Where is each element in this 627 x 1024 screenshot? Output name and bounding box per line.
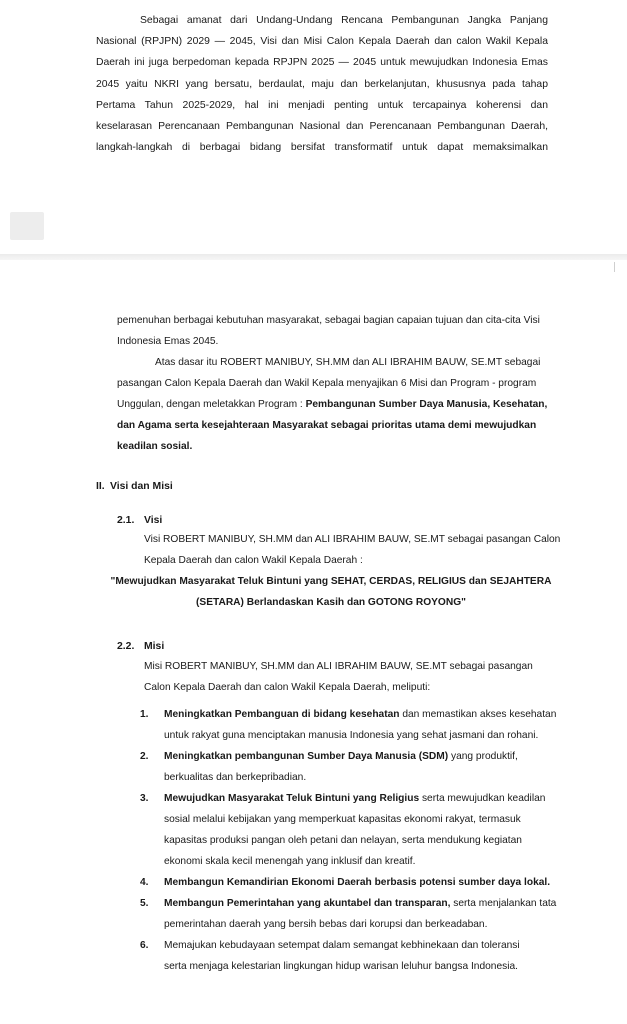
item-bold: Meningkatkan Pembanguan di bidang kesehatan (164, 709, 400, 720)
list-number: 1. (140, 709, 149, 720)
item-text: serta mewujudkan keadilan (419, 793, 546, 804)
visi-line: Kepala Daerah dan calon Wakil Kepala Daerah : (144, 555, 363, 566)
misi-number: 2.2. (117, 641, 135, 652)
intro-plain: Unggulan, dengan meletakkan Program : (117, 399, 306, 410)
item-line: untuk rakyat guna menciptakan manusia Indonesia yang sehat jasmani dan rohani. (164, 730, 539, 741)
item-bold: Membangun Kemandirian Ekonomi Daerah berbasis potensi sumber daya lokal. (164, 877, 551, 888)
item-text: dan memastikan akses kesehatan (399, 709, 557, 720)
page1-paragraph (96, 10, 548, 158)
list-item (140, 893, 560, 935)
list-item (140, 704, 560, 746)
misi-heading (117, 641, 164, 652)
misi-line: Calon Kepala Daerah dan calon Wakil Kepala Daerah, meliputi: (144, 682, 431, 693)
list-number: 5. (140, 898, 149, 909)
item-text: yang produktif, (448, 751, 518, 762)
item-line: ekonomi skala kecil menengah yang inklusif dan kreatif. (164, 856, 416, 867)
intro-line: dan Agama serta kesejahteraan Masyarakat sebagai prioritas utama demi mewujudkan (117, 420, 537, 431)
list-item (140, 746, 560, 788)
visi-line: Visi ROBERT MANIBUY, SH.MM dan ALI IBRAHIM BAUW, SE.MT sebagai pasangan Calon (144, 534, 561, 545)
list-item (140, 788, 560, 872)
intro-line (117, 394, 549, 415)
intro-line: keadilan sosial. (117, 441, 193, 452)
section-heading (96, 481, 173, 492)
visi-paragraph (144, 529, 561, 571)
item-bold: Membangun Pemerintahan yang akuntabel dan transparan, (164, 898, 451, 909)
item-line: kapasitas produksi pangan oleh petani dan nelayan, serta mendukung kegiatan (164, 835, 522, 846)
page1-line: Nasional (RPJPN) 2029 — 2045, Visi dan Misi Calon Kepala Daerah dan calon Wakil Kepala (96, 36, 548, 48)
page1-line: 2045 yaitu NKRI yang bersatu, berdaulat, maju dan berkelanjutan, khususnya pada tahap (96, 78, 548, 90)
visi-quote-line: (SETARA) Berlandaskan Kasih dan GOTONG ROYONG" (196, 597, 466, 608)
page-thumbnail-placeholder (10, 212, 44, 240)
misi-paragraph (144, 656, 554, 698)
intro-bold: Pembangunan Sumber Daya Manusia, Kesehatan, (305, 399, 548, 410)
visi-quote-line: "Mewujudkan Masyarakat Teluk Bintuni yang SEHAT, CERDAS, RELIGIUS dan SEJAHTERA (110, 576, 552, 587)
visi-number: 2.1. (117, 515, 135, 526)
intro-line: pemenuhan berbagai kebutuhan masyarakat, sebagai bagian capaian tujuan dan cita-cita Visi (117, 315, 540, 326)
visi-statement (96, 571, 566, 613)
section-number: II. (96, 481, 105, 492)
item-line: berkualitas dan berkepribadian. (164, 772, 307, 783)
page1-line: langkah-langkah di berbagai bidang bersifat transformatif untuk dapat memaksimalkan (96, 142, 548, 154)
page1-line: Pertama Tahun 2025-2029, hal ini menjadi penting untuk tercapainya koherensi dan (96, 99, 548, 111)
visi-title: Visi (144, 515, 163, 526)
item-line: sosial melalui kebijakan yang memperkuat kapasitas ekonomi rakyat, termasuk (164, 814, 521, 825)
list-number: 3. (140, 793, 149, 804)
misi-title: Misi (144, 641, 165, 652)
section-title: Visi dan Misi (110, 481, 173, 492)
item-line: pemerintahan daerah yang bersih bebas dari korupsi dan berkeadaban. (164, 919, 488, 930)
intro-paragraph (117, 310, 549, 457)
item-text: Memajukan kebudayaan setempat dalam semangat kebhinekaan dan toleransi (164, 940, 520, 951)
item-text: serta menjalankan tata (450, 898, 557, 909)
page1-line: keselarasan Perencanaan Pembangunan Nasional dan Perencanaan Pembangunan Daerah, (96, 121, 548, 133)
misi-line: Misi ROBERT MANIBUY, SH.MM dan ALI IBRAHIM BAUW, SE.MT sebagai pasangan (144, 661, 533, 672)
list-number: 4. (140, 877, 149, 888)
page-separator (0, 254, 627, 260)
intro-line: pasangan Calon Kepala Daerah dan Wakil Kepala menyajikan 6 Misi dan Program - program (117, 378, 537, 389)
item-bold: Mewujudkan Masyarakat Teluk Bintuni yang Religius (164, 793, 420, 804)
list-number: 2. (140, 751, 149, 762)
list-item (140, 872, 560, 893)
intro-line: Indonesia Emas 2045. (117, 336, 219, 347)
page1-line: Daerah ini juga berpedoman kepada RPJPN 2025 — 2045 untuk mewujudkan Indonesia Emas (96, 57, 548, 69)
document-page-1 (0, 0, 627, 254)
misi-list (140, 704, 560, 977)
list-item (140, 935, 560, 977)
visi-heading (117, 515, 162, 526)
scroll-mark (614, 262, 615, 272)
intro-line: Atas dasar itu ROBERT MANIBUY, SH.MM dan ALI IBRAHIM BAUW, SE.MT sebagai (155, 357, 541, 368)
item-bold: Meningkatkan pembangunan Sumber Daya Manusia (SDM) (164, 751, 449, 762)
page1-line: Sebagai amanat dari Undang-Undang Rencana Pembangunan Jangka Panjang (140, 15, 548, 26)
item-line: serta menjaga kelestarian lingkungan hidup warisan leluhur bangsa Indonesia. (164, 961, 518, 972)
list-number: 6. (140, 940, 149, 951)
